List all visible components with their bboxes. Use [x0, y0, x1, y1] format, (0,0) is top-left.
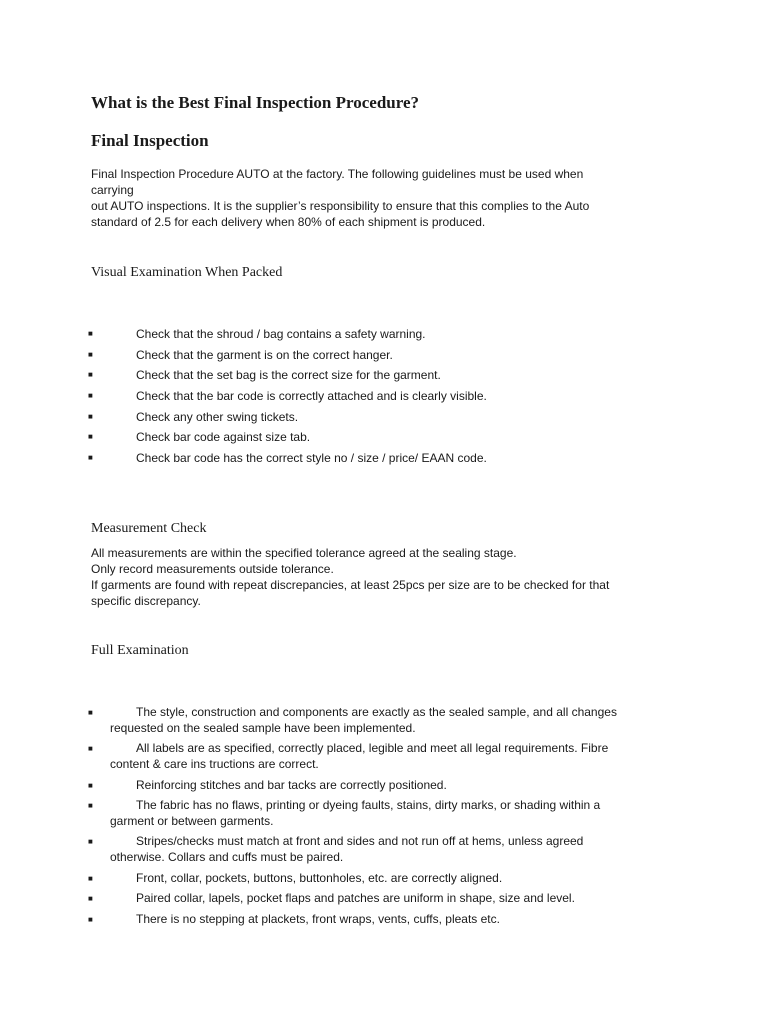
list-item-text: Stripes/checks must match at front and sides and not run off at hems, unless agreed: [136, 834, 584, 848]
bullet-icon: ■: [88, 873, 93, 883]
bullet-icon: ■: [88, 411, 93, 421]
list-item-text: Check that the bar code is correctly attached and is clearly visible.: [136, 389, 487, 404]
bullet-icon: ■: [88, 349, 93, 359]
list-item-text: The fabric has no flaws, printing or dyeing faults, stains, dirty marks, or shading within a: [136, 798, 601, 812]
bullet-icon: ■: [88, 453, 93, 463]
intro-line: standard of 2.5 for each delivery when 80% of each shipment is produced.: [91, 215, 486, 229]
bullet-icon: ■: [88, 432, 93, 442]
bullet-icon: ■: [88, 391, 93, 401]
measurement-paragraph: [91, 545, 691, 609]
measurement-line: If garments are found with repeat discrepancies, at least 25pcs per size are to be checked for that: [91, 578, 610, 592]
list-item-text: Check bar code has the correct style no / size / price/ EAAN code.: [136, 451, 487, 466]
intro-line: carrying: [91, 183, 134, 197]
bullet-icon: ■: [88, 744, 93, 753]
measurement-line: Only record measurements outside tolerance.: [91, 562, 334, 576]
bullet-icon: ■: [88, 329, 93, 338]
document-title: What is the Best Final Inspection Procedure?: [91, 93, 420, 112]
list-item-text: Check that the garment is on the correct hanger.: [136, 347, 393, 362]
list-item-continuation: requested on the sealed sample have been implemented.: [110, 720, 416, 735]
bullet-icon: ■: [88, 370, 93, 380]
heading-full-examination: Full Examination: [91, 643, 189, 658]
list-item-continuation: garment or between garments.: [110, 813, 274, 828]
list-item-text: Front, collar, pockets, buttons, buttonholes, etc. are correctly aligned.: [136, 870, 503, 885]
list-item-text: Check any other swing tickets.: [136, 409, 299, 424]
intro-paragraph: [91, 166, 691, 230]
heading-measurement-check: Measurement Check: [91, 521, 207, 536]
list-item-text: Reinforcing stitches and bar tacks are correctly positioned.: [136, 777, 447, 792]
list-item-text: Paired collar, lapels, pocket flaps and patches are uniform in shape, size and level.: [136, 891, 575, 905]
list-item-text: All labels are as specified, correctly placed, legible and meet all legal requirements. Fibre: [136, 741, 609, 755]
list-item-continuation: content & care ins tructions are correct.: [110, 756, 319, 771]
bullet-icon: ■: [88, 837, 93, 846]
section-title-final-inspection: Final Inspection: [91, 131, 209, 150]
list-item-continuation: otherwise. Collars and cuffs must be paired.: [110, 849, 344, 864]
list-item-text: Check that the set bag is the correct size for the garment.: [136, 368, 441, 383]
measurement-line: All measurements are within the specified tolerance agreed at the sealing stage.: [91, 546, 517, 560]
list-item-text: Check bar code against size tab.: [136, 430, 311, 445]
bullet-icon: ■: [88, 914, 93, 924]
list-item-text: The style, construction and components are exactly as the sealed sample, and all changes: [136, 705, 617, 719]
heading-visual-examination: Visual Examination When Packed: [91, 265, 283, 280]
list-item-text: There is no stepping at plackets, front wraps, vents, cuffs, pleats etc.: [136, 911, 500, 926]
bullet-icon: ■: [88, 708, 93, 717]
bullet-icon: ■: [88, 780, 93, 790]
list-item-text: Check that the shroud / bag contains a safety warning.: [136, 327, 426, 341]
measurement-line: specific discrepancy.: [91, 594, 201, 608]
bullet-icon: ■: [88, 894, 93, 903]
bullet-icon: ■: [88, 801, 93, 810]
intro-line: out AUTO inspections. It is the supplier’s responsibility to ensure that this complies to the Auto: [91, 199, 590, 213]
intro-line: Final Inspection Procedure AUTO at the factory. The following guidelines must be used when: [91, 167, 584, 181]
